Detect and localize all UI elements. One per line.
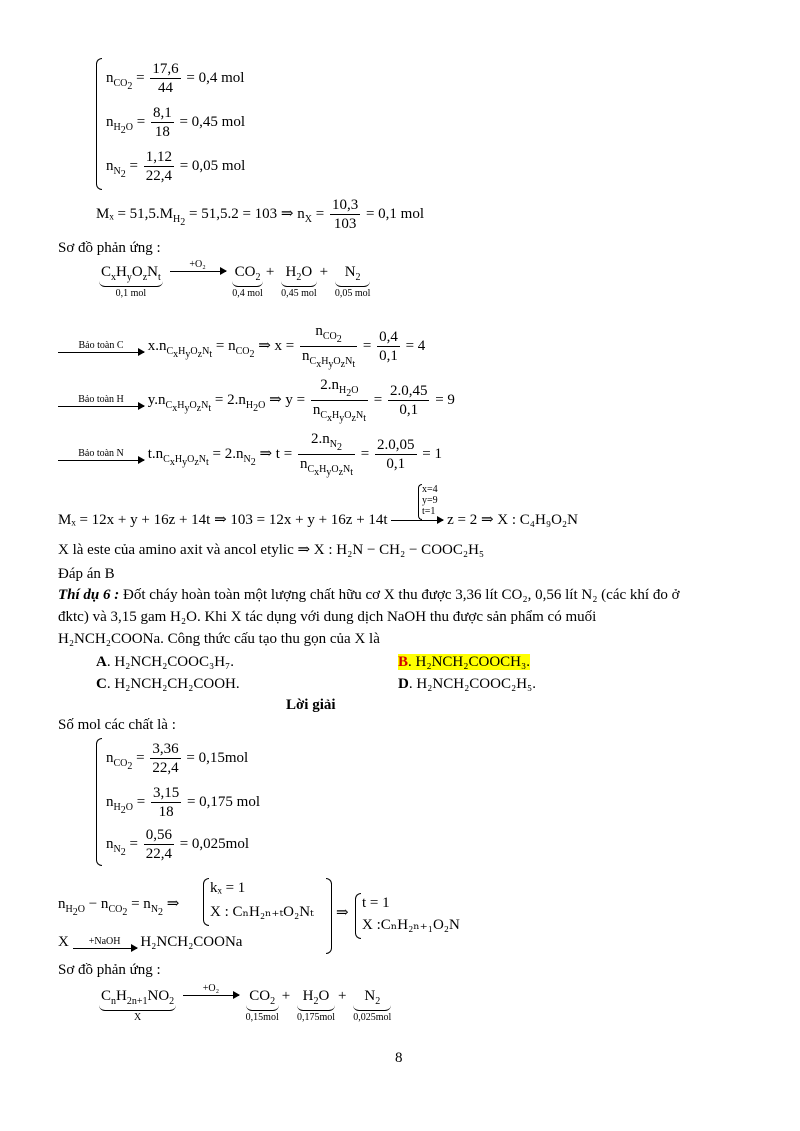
section-label: Số mol các chất là : <box>58 717 176 733</box>
section-label: Sơ đồ phản ứng : <box>58 240 161 256</box>
kx-line: kₓ = 1 <box>210 880 246 896</box>
reaction-scheme: $C_xH_yO_zN_t$ 0,1 mol +O₂ $CO_2$ 0,4 mol + $H_2O$ 0,45 mol + $N_2$ 0,05 mol <box>101 259 371 299</box>
reactant: $C_nH_{2n+1}NO_2$ X <box>101 988 175 1023</box>
reaction-arrow: +O₂ <box>183 984 239 996</box>
condition-t: t=1 <box>422 506 436 517</box>
mx-line: Mₓ = 12x + y + 16z + 14t ⇒ 103 = 12x + y + 16z + 14t z = 2 ⇒ X : C₄H₉O₂N <box>58 512 578 528</box>
conservation-c-line: Bảo toàn C $x.n_{C_xH_yO_zN_t} = n_{CO_2}$ ⇒ x = $\frac{n_{CO_2}}{n_{C_xH_yO_zN_t}}$ = $\frac{0,4}{0,1}$ = 4 <box>58 322 425 371</box>
brace <box>203 878 209 926</box>
fraction: $\frac{8,1}{18}$ <box>152 105 172 140</box>
ester-line: X là este của amino axit và ancol etylic ⇒ X : H₂N − CH₂ − COOC₂H₅ <box>58 542 485 558</box>
fraction: $\frac{0,56}{22,4}$ <box>145 827 172 862</box>
fraction: $\frac{17,6}{44}$ <box>152 61 179 96</box>
product-co2: $CO_2$ 0,4 mol <box>232 264 263 299</box>
brace <box>96 738 102 866</box>
fraction: $\frac{0,4}{0,1}$ <box>379 329 398 364</box>
reaction-scheme-2: $C_nH_{2n+1}NO_2$ X +O₂ $CO_2$ 0,15mol + $H_2O$ 0,175mol + $N_2$ 0,025mol <box>101 983 392 1023</box>
fraction: $\frac{3,15}{18}$ <box>152 785 180 820</box>
product-n2: $N_2$ 0,05 mol <box>334 264 371 299</box>
product-co2: $CO_2$ 0,15mol <box>245 988 279 1023</box>
x-result: X :CₙH₂ₙ₊₁O₂N <box>362 917 460 933</box>
naoh-line: X +NaOH H₂NCH₂COONa <box>58 934 243 950</box>
solution-heading: Lời giải <box>286 697 336 713</box>
example-line-3: H₂NCH₂COONa. Công thức cấu tạo thu gọn của X là <box>58 631 380 647</box>
brace <box>96 58 102 190</box>
n-h2o-line: $n_{H_2O}$ = $\frac{8,1}{18}$ = 0,45 mol <box>106 105 245 140</box>
condition-x: x=4 <box>422 484 438 495</box>
implies: ⇒ <box>336 905 349 921</box>
fraction: $\frac{2.0,45}{0,1}$ <box>389 383 428 418</box>
product-n2: $N_2$ 0,025mol <box>353 988 392 1023</box>
fraction: $\frac{2.n_{H_2O}}{n_{C_xH_yO_zN_t}}$ <box>312 377 366 424</box>
fraction: $\frac{2.0,05}{0,1}$ <box>377 437 415 472</box>
condition-arrow <box>391 520 443 521</box>
option-a: A. H₂NCH₂COOC₃H₇. <box>96 654 235 670</box>
conservation-arrow: Bảo toàn C <box>58 341 144 353</box>
deduction-line: $n_{H_2O} - n_{CO_2} = n_{N_2}$ ⇒ <box>58 896 180 918</box>
conservation-h-line: Bảo toàn H $y.n_{C_xH_yO_zN_t} = 2.n_{H_2O}$ ⇒ y = $\frac{2.n_{H_2O}}{n_{C_xH_yO_zN_t}}$ = $\frac{2.0,45}{0,1}$ = 9 <box>58 376 455 425</box>
fraction: $\frac{1,12}{22,4}$ <box>145 149 172 184</box>
product-h2o: $H_2O$ 0,175mol <box>296 988 336 1023</box>
brace <box>355 893 361 939</box>
example-line-2: đktc) và 3,15 gam H₂O. Khi X tác dụng với dung dịch NaOH thu được sản phẩm có muối <box>58 609 597 625</box>
conservation-arrow: Bảo toàn N <box>58 449 144 461</box>
n-co2-line: $n_{CO_2}$ = $\frac{17,6}{44}$ = 0,4 mol <box>106 61 245 96</box>
fraction: $\frac{10,3}{103}$ <box>331 197 359 232</box>
reaction-arrow: +NaOH <box>73 937 137 949</box>
section-label: Sơ đồ phản ứng : <box>58 962 161 978</box>
reactant: $C_xH_yO_zN_t$ 0,1 mol <box>101 264 161 299</box>
molar-mass-line: $M_x = 51,5.M_{H_2} = 51,5.2 = 103$ ⇒ $n_X$ = $\frac{10,3}{103}$ = 0,1 mol <box>96 197 424 232</box>
t-result: t = 1 <box>362 895 390 911</box>
option-b: B. H₂NCH₂COOCH₃. <box>398 654 530 670</box>
conservation-n-line: Bảo toàn N $t.n_{C_xH_yO_zN_t} = 2.n_{N_2}$ ⇒ t = $\frac{2.n_{N_2}}{n_{C_xH_yO_zN_t}}$ = $\frac{2.0,05}{0,1}$ = 1 <box>58 430 442 479</box>
example-line-1: Thí dụ 6 : Đốt cháy hoàn toàn một lượng chất hữu cơ X thu được 3,36 lít CO₂, 0,56 lít N₂ (các khí đo ở <box>58 587 680 603</box>
x-formula-line: X : CₙH₂ₙ₊ₜO₂Nₜ <box>210 904 314 920</box>
fraction: $\frac{n_{CO_2}}{n_{C_xH_yO_zN_t}}$ <box>302 323 356 370</box>
answer-line: Đáp án B <box>58 566 115 582</box>
brace <box>326 878 332 954</box>
n-n2-line-2: $n_{N_2}$ = $\frac{0,56}{22,4}$ = 0,025mol <box>106 827 249 862</box>
page-number: 8 <box>395 1050 403 1066</box>
product-h2o: $H_2O$ 0,45 mol <box>281 264 317 299</box>
n-n2-line: $n_{N_2}$ = $\frac{1,12}{22,4}$ = 0,05 mol <box>106 149 246 184</box>
conservation-arrow: Bảo toàn H <box>58 395 144 407</box>
n-h2o-line-2: $n_{H_2O}$ = $\frac{3,15}{18}$ = 0,175 mol <box>106 785 260 820</box>
n-co2-line-2: $n_{CO_2}$ = $\frac{3,36}{22,4}$ = 0,15mol <box>106 741 249 776</box>
reaction-arrow: +O₂ <box>170 260 226 272</box>
condition-y: y=9 <box>422 495 438 506</box>
option-d: D. H₂NCH₂COOC₂H₅. <box>398 676 537 692</box>
option-c: C. H₂NCH₂CH₂COOH. <box>96 676 240 692</box>
fraction: $\frac{2.n_{N_2}}{n_{C_xH_yO_zN_t}}$ <box>299 431 354 478</box>
fraction: $\frac{3,36}{22,4}$ <box>152 741 179 776</box>
example-label: Thí dụ 6 : <box>58 587 120 603</box>
